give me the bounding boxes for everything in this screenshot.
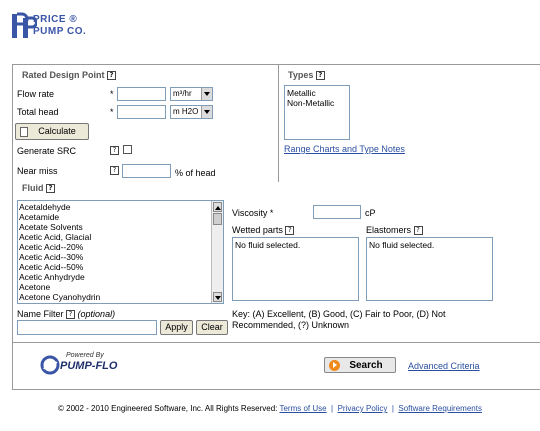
list-item[interactable]: Acetic Acid--20% <box>19 242 84 252</box>
chevron-down-icon <box>201 88 212 100</box>
elastomers-text: Elastomers <box>366 225 412 235</box>
chevron-down-icon <box>201 106 212 118</box>
scroll-thumb[interactable] <box>213 213 222 225</box>
pumpflo-swirl-icon <box>40 355 60 375</box>
list-item[interactable]: Acetic Acid--30% <box>19 252 84 262</box>
types-divider <box>278 64 279 182</box>
types-label: Types <box>288 70 314 80</box>
head-unit-select[interactable] <box>170 105 213 119</box>
types-list[interactable] <box>284 85 350 140</box>
calculator-icon <box>20 127 28 137</box>
flow-rate-label: Flow rate <box>17 89 55 99</box>
wetted-parts-value: No fluid selected. <box>235 240 301 250</box>
rated-design-point-label: Rated Design Point <box>22 70 105 80</box>
list-item[interactable]: Metallic <box>287 88 316 98</box>
calculate-button[interactable] <box>15 123 89 140</box>
total-head-input[interactable] <box>117 105 166 119</box>
name-filter-optional: (optional) <box>77 309 116 319</box>
footer <box>0 404 540 413</box>
wetted-parts-box <box>232 237 359 301</box>
flow-unit-value: m³/hr <box>173 89 192 98</box>
list-item[interactable]: Acetone Cyanohydrin <box>19 292 101 302</box>
total-head-required-marker: * <box>110 107 114 117</box>
help-icon[interactable]: ? <box>46 184 55 193</box>
range-charts-link[interactable]: Range Charts and Type Notes <box>284 144 405 154</box>
top-divider <box>12 64 540 65</box>
viscosity-unit: cP <box>365 208 376 218</box>
help-icon[interactable]: ? <box>414 226 423 235</box>
help-icon[interactable]: ? <box>110 146 119 155</box>
wetted-parts-text: Wetted parts <box>232 225 283 235</box>
near-miss-suffix: % of head <box>175 168 216 178</box>
viscosity-input[interactable] <box>313 205 361 219</box>
types-title <box>288 70 325 80</box>
logo-line1: PRICE ® <box>33 14 78 25</box>
calculate-label: Calculate <box>38 126 76 136</box>
scroll-down-arrow-icon[interactable] <box>213 292 222 302</box>
help-icon[interactable]: ? <box>316 71 325 80</box>
name-filter-label <box>17 309 115 319</box>
compatibility-key: Key: (A) Excellent, (B) Good, (C) Fair to Poor, (D) Not Recommended, (?) Unknown <box>232 309 446 330</box>
flow-rate-input[interactable] <box>117 87 166 101</box>
footer-divider <box>12 389 540 390</box>
fluid-items <box>19 202 210 302</box>
software-requirements-link[interactable]: Software Requirements <box>398 404 482 413</box>
name-filter-input[interactable] <box>17 320 157 335</box>
name-filter-text: Name Filter <box>17 309 64 319</box>
clear-button[interactable]: Clear <box>196 320 228 335</box>
scroll-up-arrow-icon[interactable] <box>213 202 222 212</box>
wetted-parts-label <box>232 225 294 235</box>
help-icon[interactable]: ? <box>110 166 119 175</box>
logo <box>11 12 101 42</box>
near-miss-label: Near miss <box>17 166 58 176</box>
list-item[interactable]: Acetamide <box>19 212 60 222</box>
advanced-criteria-link[interactable]: Advanced Criteria <box>408 361 480 371</box>
pumpflo-logo <box>40 352 130 376</box>
total-head-label: Total head <box>17 107 59 117</box>
bottom-divider <box>12 342 540 343</box>
help-icon[interactable]: ? <box>107 71 116 80</box>
generate-src-label: Generate SRC <box>17 146 77 156</box>
flow-rate-required-marker: * <box>110 89 114 99</box>
help-icon[interactable]: ? <box>66 310 75 319</box>
logo-line2: PUMP CO. <box>33 26 87 37</box>
list-item[interactable]: Acetic Acid, Glacial <box>19 232 92 242</box>
copyright-text: © 2002 - 2010 Engineered Software, Inc. All Rights Reserved: <box>58 404 278 413</box>
list-item[interactable]: Non-Metallic <box>287 98 335 108</box>
apply-button[interactable]: Apply <box>160 320 193 335</box>
arrow-right-icon <box>329 360 340 371</box>
near-miss-input[interactable] <box>122 164 171 178</box>
viscosity-label: Viscosity * <box>232 208 274 218</box>
elastomers-label <box>366 225 423 235</box>
elastomers-value: No fluid selected. <box>369 240 435 250</box>
footer-separator: | <box>331 404 334 413</box>
powered-by-text: Powered By <box>66 352 104 359</box>
list-item[interactable]: Acetate Solvents <box>19 222 83 232</box>
footer-separator: | <box>391 404 394 413</box>
fluid-label: Fluid <box>22 183 44 193</box>
pumpflo-text: PUMP-FLO <box>60 360 118 372</box>
terms-of-use-link[interactable]: Terms of Use <box>279 404 327 413</box>
search-label: Search <box>349 360 383 371</box>
list-item[interactable]: Acetic Acid--50% <box>19 262 84 272</box>
list-item[interactable]: Acetic Anhydryde <box>19 272 85 282</box>
fluid-title <box>22 183 55 193</box>
elastomers-box <box>366 237 493 301</box>
privacy-policy-link[interactable]: Privacy Policy <box>337 404 388 413</box>
fluid-list[interactable] <box>17 200 224 304</box>
flow-unit-select[interactable] <box>170 87 213 101</box>
rated-design-point-title <box>22 70 116 80</box>
head-unit-value: m H2O <box>173 107 199 116</box>
left-border <box>12 64 13 389</box>
fluid-scrollbar[interactable] <box>211 201 223 303</box>
search-button[interactable] <box>324 357 396 373</box>
help-icon[interactable]: ? <box>285 226 294 235</box>
list-item[interactable]: Acetaldehyde <box>19 202 71 212</box>
list-item[interactable]: Acetone <box>19 282 51 292</box>
generate-src-checkbox[interactable] <box>123 145 132 154</box>
